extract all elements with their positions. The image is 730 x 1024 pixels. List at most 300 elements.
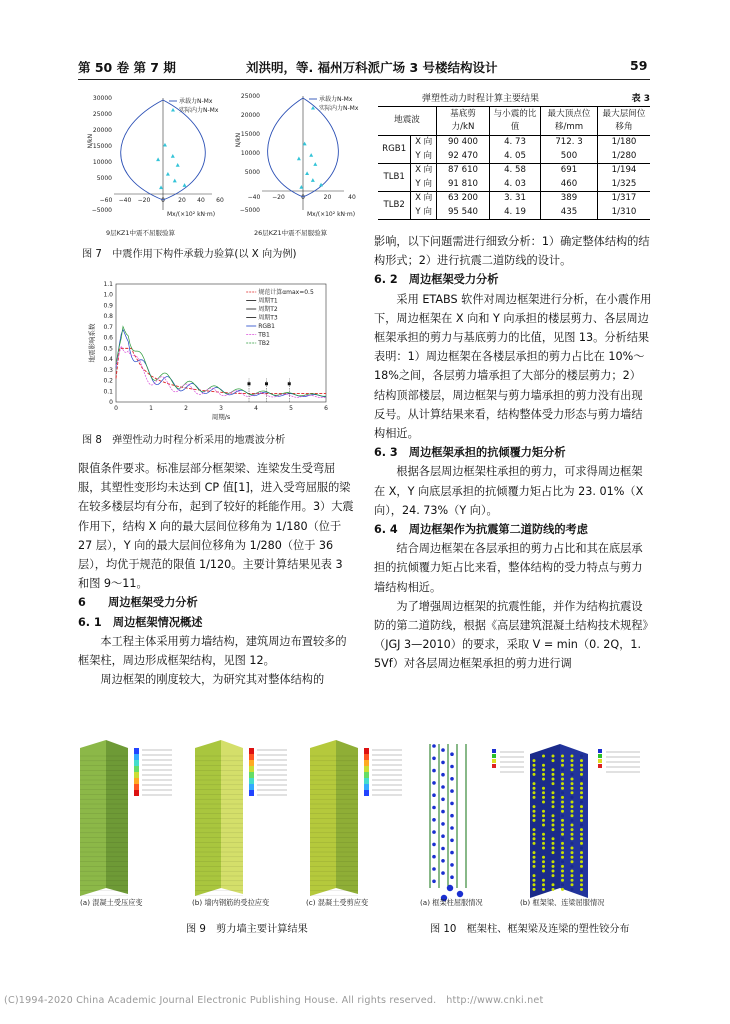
fig9-legend-color xyxy=(364,784,369,790)
fig8-legend-label: TB2 xyxy=(258,340,270,347)
fig9-legend-color xyxy=(134,772,139,778)
table3-cell-disp: 389 xyxy=(541,192,598,206)
fig7-xlabel: Mx/(×10² kN·m) xyxy=(167,211,216,218)
fig10-hinge-point xyxy=(441,810,445,814)
fig10-hinge-point xyxy=(450,851,454,855)
fig7-ytick: 5000 xyxy=(96,175,112,182)
fig10-hinge-point xyxy=(561,755,564,758)
fig10-hinge-point xyxy=(571,851,574,854)
fig10-hinge-point xyxy=(552,759,555,762)
fig10-hinge-point xyxy=(561,870,564,873)
fig10-hinge-point xyxy=(580,883,583,886)
fig8-chart xyxy=(82,278,352,426)
paragraph: 本工程主体采用剪力墙结构，建筑周边布置较多的框架柱，周边形成框架结构，见图 12。 xyxy=(78,634,347,668)
fig10-hinge-point xyxy=(533,883,536,886)
fig7-ytick: 10000 xyxy=(240,150,260,157)
fig10-hinge-point xyxy=(571,810,574,813)
fig10-hinge-point xyxy=(580,819,583,822)
fig10-hinge-point xyxy=(441,761,445,765)
fig7-actual-point xyxy=(166,172,170,176)
fig10-hinge-point xyxy=(432,793,436,797)
fig10-hinge-point xyxy=(450,875,454,879)
fig10-hinge-point xyxy=(552,879,555,882)
fig8-xtick: 3 xyxy=(219,405,223,412)
fig9-caption: 图 9 剪力墙主要计算结果 xyxy=(186,924,308,935)
fig10-hinge-point xyxy=(561,879,564,882)
table3-header: 地震波 xyxy=(378,107,437,136)
fig10-hinge-point xyxy=(533,833,536,836)
fig10-hinge-point xyxy=(561,847,564,850)
table3-cell-drift: 1/317 xyxy=(598,192,651,206)
table3-cell-shear: 92 470 xyxy=(437,150,490,164)
fig10-hinge-point xyxy=(542,837,545,840)
fig7-actual-point xyxy=(163,143,167,147)
fig10-hinge-point xyxy=(542,865,545,868)
fig10-hinge-point xyxy=(580,833,583,836)
fig10-hinge-point xyxy=(561,888,564,891)
fig10-hinge-point xyxy=(571,759,574,762)
fig10-hinge-point xyxy=(432,806,436,810)
fig10-hinge-point xyxy=(441,773,445,777)
table3-header: 最大顶点位移/mm xyxy=(541,107,598,136)
fig10-hinge-point xyxy=(450,752,454,756)
fig7-actual-point xyxy=(309,153,313,157)
table3-cell-ratio: 4. 19 xyxy=(490,206,541,220)
table3-cell-dir: X 向 xyxy=(411,136,437,150)
fig10-hinge-point xyxy=(542,874,545,877)
fig10-hinge-point xyxy=(580,801,583,804)
fig10-hinge-point xyxy=(552,837,555,840)
fig10-hinge-point xyxy=(561,883,564,886)
fig10-hinge-point xyxy=(542,888,545,891)
fig8-ytick: 0.1 xyxy=(103,388,113,396)
fig10-hinge-point xyxy=(533,814,536,817)
fig7-legend-label: 实际内力N-Mx xyxy=(319,105,359,112)
fig10-hinge-point xyxy=(580,879,583,882)
fig10-hinge-point xyxy=(561,778,564,781)
fig10-hinge-point xyxy=(533,805,536,808)
fig10-hinge-point xyxy=(450,789,454,793)
fig7-xtick: −20 xyxy=(137,197,151,204)
fig7-xtick: 40 xyxy=(348,194,356,201)
table3-cell-shear: 87 610 xyxy=(437,164,490,178)
section-heading-6-3: 6. 3 周边框架承担的抗倾覆力矩分析 xyxy=(374,446,566,460)
fig10-hinge-point xyxy=(552,856,555,859)
fig10-hinge-point xyxy=(542,791,545,794)
fig7-ytick: 15000 xyxy=(92,143,112,150)
fig10-hinge-point xyxy=(441,822,445,826)
table3-cell-ratio: 4. 73 xyxy=(490,136,541,150)
section-heading-6-1: 6. 1 周边框架情况概述 xyxy=(78,615,203,629)
fig10-hinge-point xyxy=(561,851,564,854)
paragraph: 周边框架的刚度较大，为研究其对整体结构的 xyxy=(100,673,325,687)
fig10-hinge-point xyxy=(552,870,555,873)
fig8-legend-label: 周期T2 xyxy=(258,306,278,313)
fig8-ytick: 0.3 xyxy=(103,366,113,374)
fig10-hinge-point xyxy=(542,805,545,808)
fig10-hinge-point xyxy=(580,870,583,873)
fig7-actual-point xyxy=(183,183,187,187)
fig7-actual-point xyxy=(159,185,163,189)
fig10-hinge-point xyxy=(580,824,583,827)
fig10-legend-color xyxy=(492,749,496,753)
fig10-hinge-point xyxy=(533,759,536,762)
fig10-hinge-point xyxy=(533,860,536,863)
fig10-hinge-point xyxy=(432,830,436,834)
fig10-legend-color xyxy=(492,764,496,768)
fig10-hinge-point xyxy=(441,834,445,838)
fig10-hinge-point xyxy=(571,814,574,817)
journal-issue: 第 50 卷 第 7 期 xyxy=(78,60,176,75)
fig7-legend-label: 实际内力N-Mx xyxy=(179,107,219,114)
fig8-ytick: 0 xyxy=(109,399,113,406)
fig7-actual-point xyxy=(305,171,309,175)
fig8-xtick: 0 xyxy=(114,405,118,412)
fig10-hinge-point xyxy=(542,819,545,822)
fig10-caption: 图 10 框架柱、框架梁及连梁的塑性铰分布 xyxy=(430,924,630,935)
fig10-hinge-point xyxy=(561,791,564,794)
fig9a-subcaption: (a) 混凝土受压应变 xyxy=(80,898,143,907)
fig10-hinge-point xyxy=(580,856,583,859)
fig10-hinge-point xyxy=(533,787,536,790)
table3-cell-dir: Y 向 xyxy=(411,206,437,220)
fig10-hinge-point xyxy=(533,837,536,840)
fig10-hinge-point xyxy=(561,796,564,799)
fig10-hinge-point xyxy=(441,847,445,851)
fig9-legend-color xyxy=(364,778,369,784)
fig7-ytick: 10000 xyxy=(92,159,112,166)
table3-row xyxy=(378,206,650,220)
page-number: 59 xyxy=(630,58,648,73)
fig10-hinge-point xyxy=(552,801,555,804)
table3-header: 最大层间位移角 xyxy=(598,107,651,136)
fig7-ylabel: N/kN xyxy=(87,133,94,149)
table3-cell-dir: X 向 xyxy=(411,192,437,206)
fig7-ytick: 25000 xyxy=(92,111,112,118)
fig10-hinge-point xyxy=(580,814,583,817)
fig9-legend-color xyxy=(364,790,369,796)
fig9-legend-color xyxy=(364,754,369,760)
fig10-hinge-point xyxy=(533,879,536,882)
fig10-hinge-point xyxy=(571,883,574,886)
fig10-hinge-point xyxy=(552,847,555,850)
fig8-legend-label: TB1 xyxy=(258,331,270,339)
fig9c-subcaption: (c) 混凝土受剪应变 xyxy=(306,898,369,907)
fig7-ytick: 20000 xyxy=(240,112,260,119)
fig10-hinge-point xyxy=(447,885,453,891)
fig10-hinge-point xyxy=(450,839,454,843)
table3-cell-drift: 1/325 xyxy=(611,178,637,189)
section-heading-6-2: 6. 2 周边框架受力分析 xyxy=(374,273,499,287)
fig7-xtick: −40 xyxy=(118,197,132,204)
fig10-legend-color xyxy=(492,754,496,758)
fig7-legend-label: 承载力N-Mx xyxy=(179,98,213,105)
table3-cell-ratio: 4. 58 xyxy=(490,164,541,178)
fig10-hinge-point xyxy=(561,759,564,762)
table3-header: 与小震的比值 xyxy=(490,107,541,136)
fig10-hinge-point xyxy=(571,888,574,891)
fig10-hinge-point xyxy=(542,796,545,799)
fig8-ytick: 0.2 xyxy=(103,377,113,385)
fig10-hinge-point xyxy=(561,833,564,836)
fig10-hinge-point xyxy=(561,810,564,813)
fig7-ytick: 5000 xyxy=(244,169,260,176)
table3-row xyxy=(378,192,650,206)
table3-cell-disp: 500 xyxy=(541,150,598,164)
fig9-legend-color xyxy=(134,748,139,754)
fig10-hinge-point xyxy=(561,824,564,827)
fig9-legend-color xyxy=(134,778,139,784)
fig10-hinge-point xyxy=(561,837,564,840)
fig9-tower-face xyxy=(310,740,336,896)
fig7-actual-point xyxy=(171,154,175,158)
fig10-hinge-point xyxy=(533,764,536,767)
fig10-hinge-point xyxy=(552,768,555,771)
fig7-actual-point xyxy=(313,162,317,166)
fig7-ylabel: N/kN xyxy=(235,132,242,148)
fig10-hinge-point xyxy=(571,787,574,790)
fig10-hinge-point xyxy=(552,860,555,863)
fig10-hinge-point xyxy=(580,888,583,891)
table3 xyxy=(378,106,650,220)
fig7-ytick: −5000 xyxy=(91,207,112,214)
fig10-hinge-point xyxy=(561,819,564,822)
fig10-hinge-point xyxy=(533,810,536,813)
fig10-hinge-point xyxy=(561,865,564,868)
table3-cell-drift: 1/180 xyxy=(598,136,651,150)
fig7-charts xyxy=(82,92,372,242)
fig10-hinge-point xyxy=(580,796,583,799)
fig8-ytick: 0.6 xyxy=(103,334,113,342)
fig10-hinge-point xyxy=(450,765,454,769)
fig8-ytick: 1.1 xyxy=(103,281,113,288)
fig10-hinge-point xyxy=(533,874,536,877)
fig8-ytick: 0.5 xyxy=(103,345,113,353)
table3-cell-disp: 712. 3 xyxy=(541,136,598,150)
fig10-hinge-point xyxy=(571,805,574,808)
fig7-xtick: −60 xyxy=(99,197,113,204)
fig10-hinge-point xyxy=(533,888,536,891)
fig7-ytick: 20000 xyxy=(92,127,112,134)
running-title: 刘洪明，等. 福州万科派广场 3 号楼结构设计 xyxy=(246,60,498,75)
fig9-tower-face xyxy=(221,740,243,894)
fig7-subcaption: 26层KZ1中震不屈服验算 xyxy=(254,229,328,237)
fig10-hinge-point xyxy=(580,755,583,758)
fig10-hinge-point xyxy=(561,768,564,771)
section-heading-6: 6 周边框架受力分析 xyxy=(78,596,198,610)
fig10-hinge-point xyxy=(542,870,545,873)
paragraph: 影响，以下问题需进行细致分析：1）确定整体结构的结构形式；2）进行抗震二道防线的设计。 xyxy=(374,235,650,268)
fig9-tower-face xyxy=(106,740,128,894)
fig7-caption: 图 7 中震作用下构件承载力验算(以 X 向为例) xyxy=(82,249,297,260)
table3-wave: RGB1 xyxy=(378,136,411,164)
fig7-actual-point xyxy=(311,178,315,182)
fig10-hinge-point xyxy=(533,851,536,854)
fig10-hinge-point xyxy=(432,769,436,773)
fig10-hinge-point xyxy=(561,805,564,808)
fig10-hinge-point xyxy=(542,842,545,845)
fig10-hinge-point xyxy=(552,778,555,781)
fig10-legend-color xyxy=(598,749,602,753)
fig10-hinge-point xyxy=(580,828,583,831)
fig10-hinge-point xyxy=(571,778,574,781)
table3-cell-ratio: 3. 31 xyxy=(490,192,541,206)
fig9-legend-color xyxy=(134,790,139,796)
fig8-ytick: 0.8 xyxy=(103,313,113,321)
fig10-hinge-point xyxy=(441,748,445,752)
fig10-hinge-point xyxy=(432,757,436,761)
fig9-legend-color xyxy=(249,754,254,760)
table3-cell-shear: 95 540 xyxy=(437,206,490,220)
table3-cell-disp: 460 xyxy=(541,178,598,192)
fig10-hinge-point xyxy=(552,874,555,877)
fig10-hinge-point xyxy=(580,778,583,781)
fig8-wave-spectrum xyxy=(116,326,326,396)
fig10-hinge-point xyxy=(552,842,555,845)
table3-cell-dir: Y 向 xyxy=(411,178,437,192)
table3-row xyxy=(378,164,650,178)
fig10-hinge-point xyxy=(542,828,545,831)
fig10-hinge-point xyxy=(441,785,445,789)
fig10-hinge-point xyxy=(432,855,436,859)
table3-cell-drift: 1/194 xyxy=(598,164,651,178)
fig10-hinge-point xyxy=(552,755,555,758)
fig10-hinge-point xyxy=(432,867,436,871)
fig7-actual-point xyxy=(156,157,160,161)
fig10-hinge-point xyxy=(542,778,545,781)
fig8-legend-label: 周期T3 xyxy=(258,314,278,322)
fig10-hinge-point xyxy=(571,870,574,873)
fig8-ytick: 1.0 xyxy=(103,291,113,299)
fig10-hinge-point xyxy=(450,863,454,867)
fig10-hinge-point xyxy=(542,810,545,813)
fig10-hinge-point xyxy=(542,768,545,771)
fig10-hinge-point xyxy=(533,842,536,845)
fig10-hinge-point xyxy=(580,791,583,794)
fig9-legend-color xyxy=(364,772,369,778)
fig10-hinge-point xyxy=(533,865,536,868)
fig10-hinge-point xyxy=(571,801,574,804)
fig9-legend-color xyxy=(364,748,369,754)
fig10-hinge-point xyxy=(571,828,574,831)
fig10-hinge-point xyxy=(571,860,574,863)
fig8-ytick: 0.4 xyxy=(103,356,113,364)
paragraph: 限值条件要求。标准层部分框架梁、连梁发生受弯屈服，其塑性变形均未达到 CP 值[1]，进入受弯屈服的梁在较多楼层均有分布，起到了较好的耗能作用。3）大震作用下，结构 X 向的最大层间位移角为 1/180（位于 27 层），Y 向的最大层间位移角为 1/280（位于 36 层），均优于规范的限值 1/120。主要计算结果见表 3 和图 9～11。 xyxy=(78,462,354,591)
fig10-hinge-point xyxy=(571,773,574,776)
fig10-hinge-point xyxy=(580,805,583,808)
table3-wave: TLB2 xyxy=(378,192,411,220)
fig10-hinge-point xyxy=(561,856,564,859)
fig7-ytick: 25000 xyxy=(240,93,260,100)
fig10-hinge-point xyxy=(571,755,574,758)
table3-cell-drift: 1/310 xyxy=(598,206,651,220)
fig9-tower-face xyxy=(80,740,106,896)
fig10-hinge-point xyxy=(571,768,574,771)
fig10-hinge-point xyxy=(580,851,583,854)
fig10-hinge-point xyxy=(571,796,574,799)
table3-wave: TLB1 xyxy=(378,164,411,192)
fig10b-subcaption: (b) 框架梁、连梁屈服情况 xyxy=(520,898,605,907)
fig7-subcaption: 9层KZ1中震不屈服验算 xyxy=(106,229,175,237)
table3-cell-disp: 691 xyxy=(541,164,598,178)
fig10-hinge-point xyxy=(450,826,454,830)
fig10-building-face xyxy=(560,744,588,898)
fig10-hinge-point xyxy=(580,787,583,790)
fig10-hinge-point xyxy=(580,768,583,771)
table3-cell-dir: Y 向 xyxy=(411,150,437,164)
fig10-hinge-point xyxy=(571,847,574,850)
fig10-hinge-point xyxy=(542,847,545,850)
fig7-xtick: −20 xyxy=(272,194,285,201)
fig10-hinge-point xyxy=(561,814,564,817)
paragraph: 结合周边框架在各层承担的剪力占比和其在底层承担的抗倾覆力矩占比来看，整体结构的受力特点与剪力墙结构相近。 xyxy=(374,542,643,594)
fig10-hinge-point xyxy=(441,871,445,875)
right-column xyxy=(374,232,652,674)
fig10-hinge-point xyxy=(542,856,545,859)
fig10-hinge-point xyxy=(552,883,555,886)
fig8-ytick: 0.7 xyxy=(103,323,113,331)
fig10-hinge-point xyxy=(533,778,536,781)
table3-cell-shear: 63 200 xyxy=(437,192,490,206)
fig10-hinge-point xyxy=(542,814,545,817)
fig9-legend-color xyxy=(134,784,139,790)
fig10-hinge-point xyxy=(571,833,574,836)
fig10-hinge-point xyxy=(552,865,555,868)
fig10-hinge-point xyxy=(552,764,555,767)
fig10-hinge-point xyxy=(571,874,574,877)
fig10-hinge-point xyxy=(542,755,545,758)
fig8-xtick: 4 xyxy=(254,405,258,412)
fig9-legend-color xyxy=(249,790,254,796)
fig10-hinge-point xyxy=(441,859,445,863)
fig9-legend-color xyxy=(249,748,254,754)
fig10-hinge-point xyxy=(533,847,536,850)
left-column xyxy=(78,459,356,689)
fig10-hinge-point xyxy=(571,791,574,794)
fig10-hinge-point xyxy=(533,782,536,785)
fig10-hinge-point xyxy=(533,819,536,822)
fig10-hinge-point xyxy=(542,801,545,804)
fig8-ytick: 0.9 xyxy=(103,302,113,310)
paragraph: 采用 ETABS 软件对周边框架进行分析，在小震作用下，周边框架在 X 向和 Y 向承担的楼层剪力、各层周边框架承担的剪力与基底剪力的比值，见图 13。分析结果表明：1）周边框架在各楼层承担的剪力占比在 10%～18%之间，各层剪力墙承担了大部分的楼层剪力；2）结构顶部楼层，周边框架与剪力墙承担的剪力没有出现反号。从计算结果来看，结构整体受力形态与剪力墙结构相近。 xyxy=(374,292,652,441)
fig7-ytick: −5000 xyxy=(239,207,260,214)
fig7-xtick: 40 xyxy=(197,197,205,204)
fig10-hinge-point xyxy=(552,796,555,799)
fig10-hinge-point xyxy=(552,819,555,822)
fig10a-subcaption: (a) 框架柱屈服情况 xyxy=(420,898,483,907)
fig10-hinge-point xyxy=(571,782,574,785)
fig7-xlabel: Mx/(×10² kN·m) xyxy=(307,211,356,218)
fig9-tower-face xyxy=(336,740,358,894)
fig10-hinge-point xyxy=(580,759,583,762)
fig10-hinge-point xyxy=(561,801,564,804)
fig7-xtick: 0 xyxy=(301,194,305,201)
fig10-hinge-point xyxy=(533,791,536,794)
copyright-footer: (C)1994-2020 China Academic Journal Electronic Publishing House. All rights reserved. http://www.cnki.net xyxy=(4,995,544,1006)
fig8-period-marker xyxy=(288,382,291,385)
table3-cell-disp: 435 xyxy=(541,206,598,220)
fig10-hinge-point xyxy=(533,796,536,799)
fig10-hinge-point xyxy=(571,865,574,868)
fig9-legend-color xyxy=(249,772,254,778)
fig10-legend-color xyxy=(598,759,602,763)
fig7-xtick: 20 xyxy=(178,197,186,204)
fig10-hinge-point xyxy=(542,879,545,882)
fig10-hinge-point xyxy=(432,781,436,785)
fig8-legend-label: RGB1 xyxy=(258,323,275,330)
fig10-hinge-point xyxy=(432,744,436,748)
fig7-actual-point xyxy=(176,163,180,167)
